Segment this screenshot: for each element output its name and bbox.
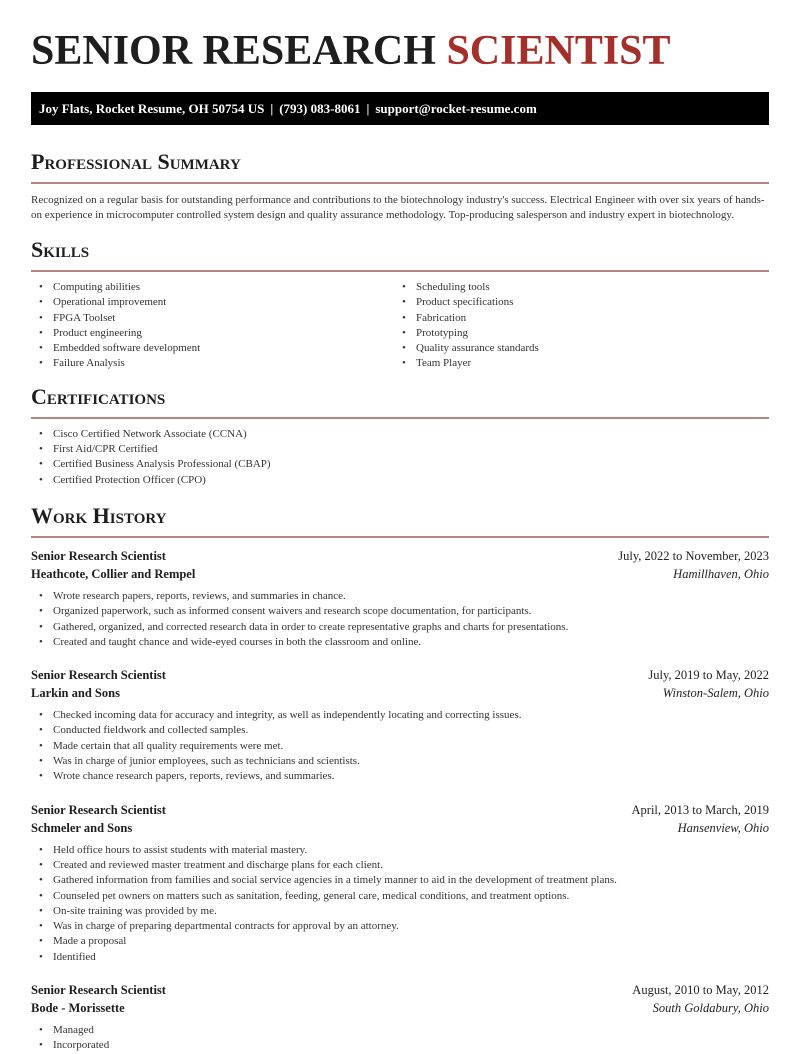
- section-heading-work-history: Work History: [31, 502, 167, 528]
- section-divider: [31, 270, 769, 272]
- skill-item: • Embedded software development: [31, 341, 394, 356]
- contact-separator: |: [366, 101, 370, 116]
- skills-list-left: [31, 280, 394, 372]
- job-bullet: • Managed: [31, 1023, 769, 1038]
- certifications-list: [31, 427, 769, 488]
- certification-item: • Certified Protection Officer (CPO): [31, 473, 769, 488]
- job-company: Schmeler and Sons: [31, 820, 133, 835]
- job-entry: [31, 801, 769, 965]
- skill-item: • Prototyping: [394, 326, 757, 341]
- job-location: Hamillhaven, Ohio: [673, 566, 769, 581]
- skill-item: • Quality assurance standards: [394, 341, 757, 356]
- job-bullet: • Organized paperwork, such as informed consent waivers and research scope documentation, for participants.: [31, 604, 769, 619]
- job-bullet: • Held office hours to assist students with material mastery.: [31, 843, 769, 858]
- job-title: Senior Research Scientist: [31, 668, 166, 683]
- job-bullets: [31, 708, 769, 784]
- job-location: South Goldabury, Ohio: [652, 1001, 769, 1016]
- skill-item: • FPGA Toolset: [31, 311, 394, 326]
- summary-text: Recognized on a regular basis for outstanding performance and contributions to the biotechnology industry's success. Electrical Engineer with over six years of hands-on experience in microcomputer controlled system design and quality assurance methodology. Top-producing salesperson and industry expert in biotechnology.: [31, 194, 765, 221]
- job-bullet: • Created and reviewed master treatment and discharge plans for each client.: [31, 858, 769, 873]
- job-dates: August, 2010 to May, 2012: [632, 983, 769, 998]
- section-divider: [31, 417, 769, 419]
- resume-title: [31, 0, 769, 74]
- job-bullets: [31, 589, 769, 650]
- job-dates: April, 2013 to March, 2019: [631, 802, 769, 817]
- section-heading-certifications: Certifications: [31, 383, 166, 409]
- certifications-section: [31, 384, 769, 488]
- skill-item: • Product engineering: [31, 326, 394, 341]
- job-bullet: • Conducted fieldwork and collected samples.: [31, 723, 769, 738]
- job-bullet: • On-site training was provided by me.: [31, 904, 769, 919]
- job-company: Heathcote, Collier and Rempel: [31, 566, 196, 581]
- contact-address: Joy Flats, Rocket Resume, OH 50754 US: [39, 101, 265, 116]
- job-bullet: • Was in charge of junior employees, such as technicians and scientists.: [31, 754, 769, 769]
- job-bullet: • Made certain that all quality requirements were met.: [31, 739, 769, 754]
- job-bullet: • Wrote research papers, reports, reviews, and summaries in chance.: [31, 589, 769, 604]
- job-location: Hansenview, Ohio: [677, 820, 769, 835]
- job-title: Senior Research Scientist: [31, 983, 166, 998]
- job-entry: [31, 666, 769, 784]
- contact-phone: (793) 083-8061: [279, 101, 361, 116]
- job-bullet: • Made a proposal: [31, 934, 769, 949]
- job-bullet: • Wrote chance research papers, reports, reviews, and summaries.: [31, 769, 769, 784]
- job-bullets: [31, 1023, 769, 1054]
- job-bullets: [31, 843, 769, 965]
- job-company: Bode - Morissette: [31, 1001, 125, 1016]
- job-bullet: • Gathered information from families and social service agencies in a timely manner to aid in the development of treatment plans.: [31, 873, 769, 888]
- job-bullet: • Counseled pet owners on matters such as sanitation, feeding, general care, medical conditions, and treatment options.: [31, 889, 769, 904]
- skill-item: • Failure Analysis: [31, 356, 394, 371]
- work-history-section: [31, 503, 769, 1054]
- title-main: SENIOR RESEARCH: [31, 28, 436, 74]
- job-dates: July, 2022 to November, 2023: [618, 548, 769, 563]
- skill-item: • Operational improvement: [31, 295, 394, 310]
- section-heading-summary: Professional Summary: [31, 149, 241, 174]
- job-location: Winston-Salem, Ohio: [662, 686, 769, 701]
- skill-item: • Product specifications: [394, 295, 757, 310]
- skills-section: [31, 237, 769, 372]
- skill-item: • Scheduling tools: [394, 280, 757, 295]
- job-title: Senior Research Scientist: [31, 802, 166, 817]
- job-entry: [31, 547, 769, 650]
- certification-item: • Cisco Certified Network Associate (CCNA): [31, 427, 769, 442]
- section-divider: [31, 536, 769, 538]
- job-bullet: • Was in charge of preparing departmental contracts for approval by an attorney.: [31, 919, 769, 934]
- contact-separator: |: [270, 101, 274, 116]
- section-heading-skills: Skills: [31, 237, 90, 262]
- job-title: Senior Research Scientist: [31, 548, 166, 563]
- job-company: Larkin and Sons: [31, 686, 120, 701]
- skill-item: • Computing abilities: [31, 280, 394, 295]
- contact-email[interactable]: support@rocket-resume.com: [375, 101, 537, 116]
- section-divider: [31, 182, 769, 184]
- job-bullet: • Created and taught chance and wide-eyed courses in both the classroom and online.: [31, 635, 769, 650]
- job-entry: [31, 981, 769, 1054]
- title-accent: SCIENTIST: [446, 28, 671, 74]
- job-dates: July, 2019 to May, 2022: [648, 668, 769, 683]
- contact-bar: [31, 92, 769, 125]
- job-bullet: • Identified: [31, 950, 769, 965]
- certification-item: • First Aid/CPR Certified: [31, 442, 769, 457]
- summary-section: [31, 149, 769, 223]
- job-bullet: • Gathered, organized, and corrected research data in order to create representative graphs and charts for presentations.: [31, 620, 769, 635]
- job-bullet: • Incorporated: [31, 1038, 769, 1053]
- skill-item: • Team Player: [394, 356, 757, 371]
- skills-list-right: [394, 280, 757, 372]
- skill-item: • Fabrication: [394, 311, 757, 326]
- certification-item: • Certified Business Analysis Professional (CBAP): [31, 457, 769, 472]
- job-bullet: • Checked incoming data for accuracy and integrity, as well as independently locating and correcting issues.: [31, 708, 769, 723]
